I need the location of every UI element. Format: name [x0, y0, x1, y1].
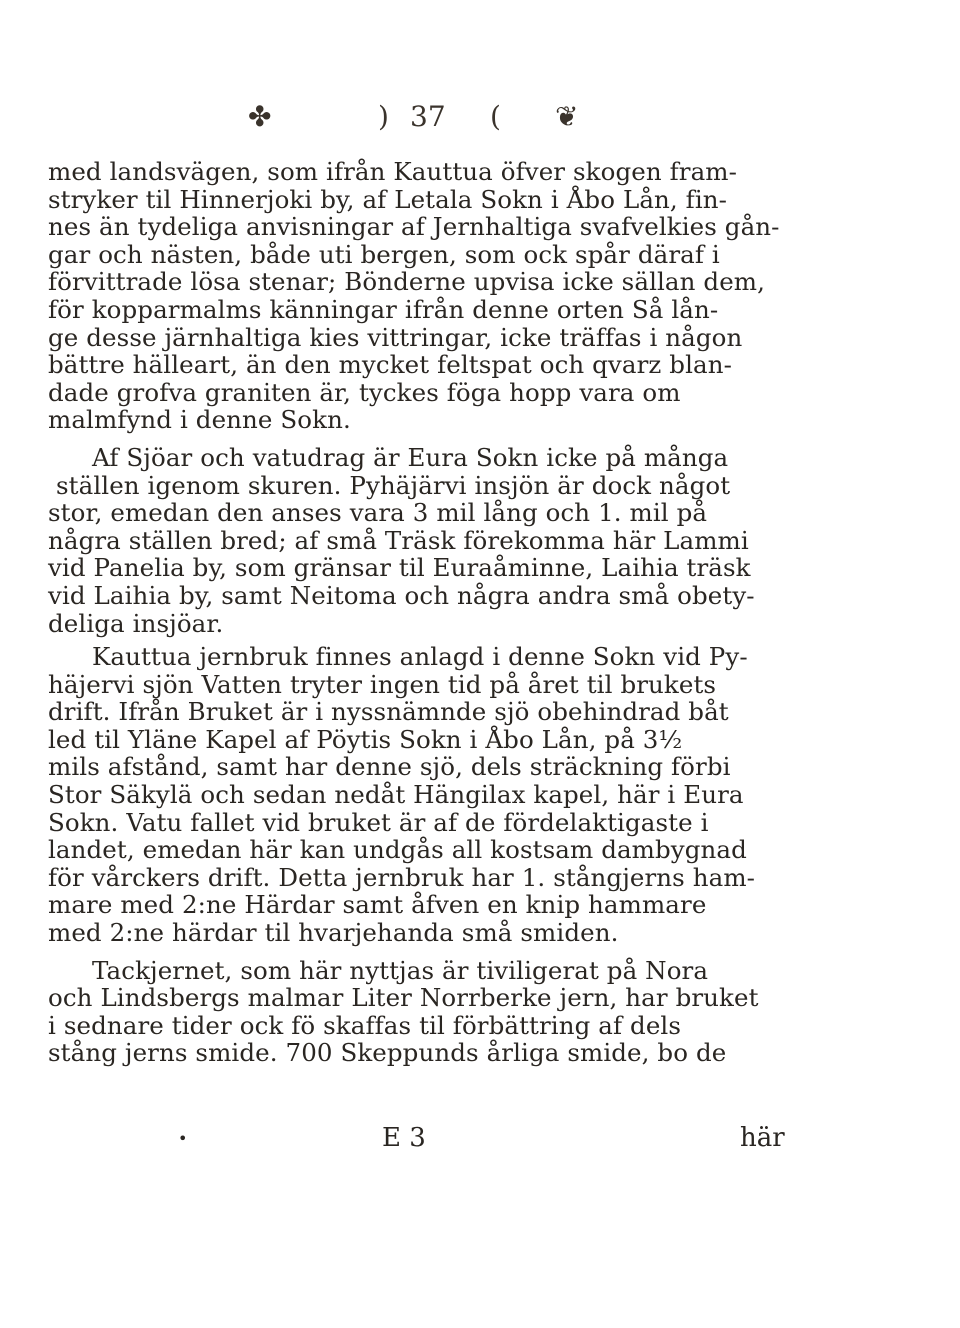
body-text	[48, 158, 848, 1067]
text-line: ställen igenom skuren. Pyhäjärvi insjön är dock något	[56, 470, 731, 500]
text-line: gar och nästen, både uti bergen, som ock spår däraf i	[48, 239, 720, 269]
text-line: några ställen bred; af små Träsk förekomma här Lammi	[48, 525, 749, 555]
text-line: förvittrade lösa stenar; Bönderne upvisa icke sällan dem,	[48, 267, 766, 297]
text-line: Stor Säkylä och sedan nedåt Hängilax kapel, här i Eura	[48, 780, 744, 810]
text-line: för vårckers drift. Detta jernbruk har 1. stångjerns ham-	[48, 862, 756, 892]
footer-dot: •	[178, 1129, 188, 1148]
header-bracket: (	[490, 100, 501, 133]
ornament-left-icon: ✤	[248, 100, 272, 133]
text-line: stång jerns smide. 700 Skeppunds årliga smide, bo de	[48, 1038, 727, 1068]
text-line: landet, emedan här kan undgås all kostsam dambygnad	[48, 835, 747, 865]
header-paren: )	[378, 100, 389, 133]
text-line: led til Yläne Kapel af Pöytis Sokn i Åbo Lån, på 3½	[48, 724, 683, 754]
text-line: dade grofva graniten är, tyckes föga hopp vara om	[48, 377, 681, 407]
text-line: och Lindsbergs malmar Liter Norrberke jern, har bruket	[48, 983, 759, 1013]
text-line: stor, emedan den anses vara 3 mil lång och 1. mil på	[48, 498, 708, 528]
text-line: Kauttua jernbruk finnes anlagd i denne Sokn vid Py-	[92, 642, 748, 672]
text-line: deliga insjöar.	[48, 608, 224, 638]
page-footer	[0, 1123, 960, 1157]
text-line: vid Laihia by, samt Neitoma och några andra små obety-	[48, 580, 755, 610]
text-line: Sokn. Vatu fallet vid bruket är af de fördelaktigaste i	[48, 807, 709, 837]
text-line: drift. Ifrån Bruket är i nyssnämnde sjö obehindrad båt	[48, 697, 729, 727]
text-line: häjervi sjön Vatten tryter ingen tid på året til brukets	[48, 669, 717, 699]
text-line: Af Sjöar och vatudrag är Eura Sokn icke på många	[92, 442, 729, 472]
page-number: 37	[410, 100, 446, 133]
text-line: bättre hälleart, än den mycket feltspat och qvarz blan-	[48, 350, 732, 380]
text-line: nes än tydeliga anvisningar af Jernhaltiga svafvelkies gån-	[48, 212, 780, 242]
text-line: ge desse järnhaltiga kies vittringar, icke träffas i någon	[48, 322, 743, 352]
signature-mark: E 3	[382, 1123, 426, 1153]
text-line: mare med 2:ne Härdar samt åfven en knip hammare	[48, 890, 707, 920]
text-line: i sednare tider ock fö skaffas til förbättring af dels	[48, 1010, 682, 1040]
text-line: stryker til Hinnerjoki by, af Letala Sokn i Åbo Lån, fin-	[48, 184, 728, 214]
text-line: malmfynd i denne Sokn.	[48, 405, 351, 435]
text-line: vid Panelia by, som gränsar til Euraåminne, Laihia träsk	[48, 553, 751, 583]
text-line: mils afstånd, samt har denne sjö, dels sträckning förbi	[48, 752, 731, 782]
ornament-right-icon: ❦	[555, 100, 579, 133]
text-line: Tackjernet, som här nyttjas är tiviligerat på Nora	[92, 955, 709, 985]
text-line: för kopparmalms känningar ifrån denne orten Så lån-	[48, 294, 719, 324]
text-line: med 2:ne härdar til hvarjehanda små smiden.	[48, 918, 619, 948]
catchword: här	[740, 1123, 785, 1153]
text-line: med landsvägen, som ifrån Kauttua öfver skogen fram-	[48, 157, 738, 186]
page-header	[0, 100, 960, 144]
